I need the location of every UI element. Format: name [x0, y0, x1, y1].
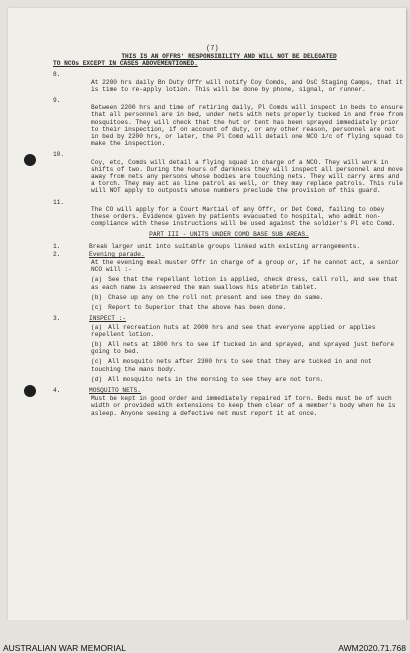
punch-hole-top — [24, 154, 36, 166]
paragraph-11-number: 11. — [53, 198, 65, 206]
paragraph-9 — [53, 97, 405, 147]
item-2-sub-b: (b) Chase up any on the roll not present and see they do same. — [91, 293, 324, 301]
item-3-sub-b: (b) All nets at 1800 hrs to see if tucked in and sprayed, and sprayed just before going to bed. — [91, 340, 395, 356]
item-2-sub-a: (a) See that the repellant lotion is applied, check dress, call roll, and see that as each name is answered the man swallows his atebrin tablet. — [91, 276, 398, 291]
paragraph-8 — [53, 71, 405, 93]
item-2-sub-c: (c) Report to Superior that the above has been done. — [91, 304, 287, 312]
paragraph-11 — [53, 199, 405, 228]
footer-accession-number: AWM2020.71.768 — [338, 643, 406, 653]
item-3-number: 3. — [53, 315, 61, 323]
heading-line-1: THIS IS AN OFFRS' RESPONSIBILITY AND WILL NOT BE DELEGATED — [121, 53, 337, 60]
item-1-number: 1. — [53, 242, 61, 250]
paragraph-10-text: Coy, etc, Comds will detail a flying squad in charge of a NCO. They will work in shifts of two. During the hours of darkness they will inspect all personnel and move away from nets any persons whose bodies are touching nets. They will carry arms and a torch. They may act as line patrol as well, or they may replace patrols. This rule will NOT apply to outposts whose numbers preclude the provision of this guard. — [91, 158, 403, 195]
part-3-heading: PART III - UNITS UNDER COMD BASE SUB AREAS. — [149, 231, 309, 239]
paragraph-10 — [53, 151, 405, 194]
item-4 — [53, 387, 405, 417]
item-2 — [53, 251, 405, 311]
footer-source: AUSTRALIAN WAR MEMORIAL — [3, 643, 126, 653]
document-page — [8, 8, 406, 620]
item-3 — [53, 315, 405, 383]
item-2-title: Evening parade. — [89, 250, 145, 258]
punch-hole-bottom — [24, 385, 36, 397]
item-1 — [53, 243, 405, 250]
page-number: (7) — [206, 45, 219, 53]
item-3-title: INSPECT :- — [89, 315, 127, 323]
item-4-text: Must be kept in good order and immediately repaired if torn. Beds must be of such width or provided with extensions to keep them clear of a member's body when he is asleep. Anyone seeing a defective net must report it at once. — [91, 395, 396, 417]
item-4-number: 4. — [53, 386, 61, 394]
item-2-number: 2. — [53, 250, 61, 258]
item-4-title: MOSQUITO NETS. — [89, 386, 141, 394]
paragraph-10-number: 10. — [53, 151, 65, 159]
item-3-sub-a: (a) All recreation huts at 2000 hrs and see that everyone applied or applies repellent lotion. — [91, 323, 376, 338]
paragraph-8-number: 8. — [53, 71, 61, 79]
item-2-intro: At the evening meal muster Offr in charge of a group or, if he cannot act, a senior NCO will :- — [91, 259, 400, 274]
paragraph-9-number: 9. — [53, 97, 61, 105]
item-3-sub-d: (d) All mosquito nets in the morning to see they are not torn. — [91, 375, 324, 383]
item-3-sub-c: (c) All mosquito nets after 2300 hrs to see that they are tucked in and not touching the mans body. — [91, 358, 372, 373]
paragraph-9-text: Between 2200 hrs and time of retiring daily, Pl Comds will inspect in beds to ensure that all personnel are in bed, under nets with nets properly tucked in and free from mosquitoes. They will check that the hut or tent has been sprayed immediately prior to their inspection, if on account of duty, or any other reason, personnel are not in bed by 2200 hrs, or later, the Pl Comd will detail one NCO 1/c of flying squad to make the inspection. — [91, 104, 403, 148]
heading-line-2: TO NCOs EXCEPT IN CASES ABOVEMENTIONED. — [53, 60, 198, 68]
document-body — [53, 53, 405, 421]
paragraph-11-text: The CO will apply for a Court Martial of any Offr, or Det Comd, failing to obey these orders. Evidence given by patients evacuated to hospital, who admit non-compliance with these instructions will be used against the soldier's Pl etc Comd. — [91, 205, 396, 228]
archive-footer — [0, 620, 410, 653]
item-1-text: Break larger unit into suitable groups linked with existing arrangements. — [89, 242, 361, 250]
paragraph-8-text: At 2200 hrs daily Bn Duty Offr will notify Coy Comds, and OsC Staging Camps, that it is time to re-apply lotion. This will be done by phone, signal, or runner. — [91, 78, 403, 93]
